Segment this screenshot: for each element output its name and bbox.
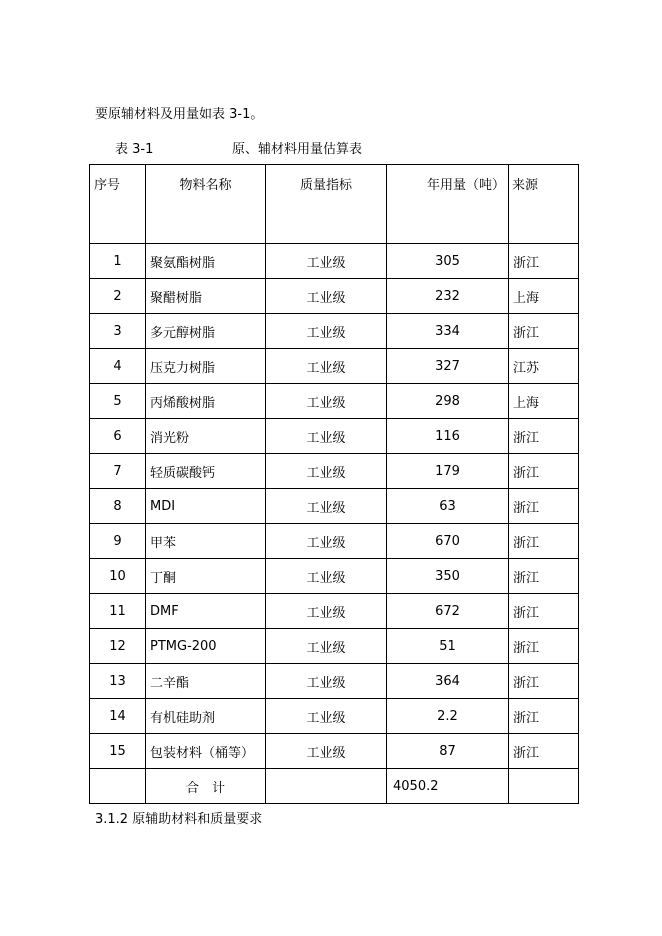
row-serial: 1 [90, 244, 146, 279]
table-row [90, 664, 579, 699]
table-caption-number: 表 3-1 [115, 142, 154, 157]
row-source: 浙江 [509, 664, 579, 699]
row-serial: 7 [90, 454, 146, 489]
table-header-row [90, 165, 579, 244]
row-source: 浙江 [509, 594, 579, 629]
row-material-name: 轻质碳酸钙 [146, 454, 266, 489]
row-serial: 2 [90, 279, 146, 314]
row-quality: 工业级 [266, 524, 387, 559]
table-row [90, 454, 579, 489]
row-source: 浙江 [509, 419, 579, 454]
row-material-name: 包装材料（桶等） [146, 734, 266, 769]
row-source: 浙江 [509, 454, 579, 489]
table-row [90, 594, 579, 629]
row-material-name: MDI [146, 489, 266, 524]
row-source: 浙江 [509, 559, 579, 594]
row-annual-usage: 672 [387, 594, 509, 629]
row-serial: 6 [90, 419, 146, 454]
row-serial: 15 [90, 734, 146, 769]
row-material-name: 多元醇树脂 [146, 314, 266, 349]
row-source: 浙江 [509, 629, 579, 664]
row-quality: 工业级 [266, 384, 387, 419]
row-source: 浙江 [509, 524, 579, 559]
table-row [90, 489, 579, 524]
row-quality: 工业级 [266, 594, 387, 629]
row-quality: 工业级 [266, 734, 387, 769]
row-annual-usage: 327 [387, 349, 509, 384]
row-annual-usage: 670 [387, 524, 509, 559]
row-serial: 3 [90, 314, 146, 349]
row-material-name: 甲苯 [146, 524, 266, 559]
row-quality: 工业级 [266, 419, 387, 454]
total-empty-cell [266, 769, 387, 804]
row-material-name: 压克力树脂 [146, 349, 266, 384]
row-annual-usage: 364 [387, 664, 509, 699]
row-quality: 工业级 [266, 699, 387, 734]
row-annual-usage: 87 [387, 734, 509, 769]
row-annual-usage: 116 [387, 419, 509, 454]
table-row [90, 349, 579, 384]
table-row [90, 314, 579, 349]
row-quality: 工业级 [266, 629, 387, 664]
materials-table [89, 164, 579, 804]
header-quality: 质量指标 [266, 165, 387, 244]
row-serial: 8 [90, 489, 146, 524]
table-row [90, 734, 579, 769]
row-material-name: 丙烯酸树脂 [146, 384, 266, 419]
header-material-name: 物料名称 [146, 165, 266, 244]
table-row [90, 629, 579, 664]
row-annual-usage: 350 [387, 559, 509, 594]
row-source: 浙江 [509, 734, 579, 769]
row-quality: 工业级 [266, 314, 387, 349]
row-quality: 工业级 [266, 454, 387, 489]
header-source: 来源 [509, 165, 579, 244]
table-row [90, 279, 579, 314]
row-quality: 工业级 [266, 279, 387, 314]
row-source: 浙江 [509, 489, 579, 524]
table-row [90, 384, 579, 419]
row-annual-usage: 232 [387, 279, 509, 314]
table-row [90, 699, 579, 734]
row-serial: 5 [90, 384, 146, 419]
row-serial: 13 [90, 664, 146, 699]
table-row [90, 419, 579, 454]
table-row [90, 524, 579, 559]
row-annual-usage: 63 [387, 489, 509, 524]
row-annual-usage: 51 [387, 629, 509, 664]
intro-text: 要原辅材料及用量如表 3-1。 [95, 107, 264, 122]
total-empty-cell [509, 769, 579, 804]
section-heading: 3.1.2 原辅助材料和质量要求 [95, 812, 263, 827]
row-material-name: 有机硅助剂 [146, 699, 266, 734]
row-material-name: 聚醋树脂 [146, 279, 266, 314]
row-material-name: 丁酮 [146, 559, 266, 594]
row-material-name: PTMG-200 [146, 629, 266, 664]
row-annual-usage: 334 [387, 314, 509, 349]
total-label: 合 计 [146, 769, 266, 804]
header-annual-usage: 年用量（吨） [387, 165, 509, 244]
table-row [90, 244, 579, 279]
row-quality: 工业级 [266, 664, 387, 699]
row-material-name: 消光粉 [146, 419, 266, 454]
row-material-name: 聚氨酯树脂 [146, 244, 266, 279]
row-source: 浙江 [509, 244, 579, 279]
row-annual-usage: 305 [387, 244, 509, 279]
row-annual-usage: 2.2 [387, 699, 509, 734]
row-quality: 工业级 [266, 244, 387, 279]
row-serial: 12 [90, 629, 146, 664]
row-material-name: DMF [146, 594, 266, 629]
row-annual-usage: 298 [387, 384, 509, 419]
row-source: 上海 [509, 384, 579, 419]
row-material-name: 二辛酯 [146, 664, 266, 699]
total-empty-cell [90, 769, 146, 804]
header-serial: 序号 [90, 165, 146, 244]
row-source: 浙江 [509, 314, 579, 349]
row-source: 浙江 [509, 699, 579, 734]
table-row [90, 559, 579, 594]
row-source: 江苏 [509, 349, 579, 384]
total-row [90, 769, 579, 804]
row-quality: 工业级 [266, 349, 387, 384]
row-serial: 14 [90, 699, 146, 734]
table-caption-title: 原、辅材料用量估算表 [232, 142, 363, 157]
row-serial: 10 [90, 559, 146, 594]
row-serial: 9 [90, 524, 146, 559]
row-source: 上海 [509, 279, 579, 314]
row-quality: 工业级 [266, 559, 387, 594]
row-quality: 工业级 [266, 489, 387, 524]
total-value: 4050.2 [387, 769, 509, 804]
row-serial: 4 [90, 349, 146, 384]
row-annual-usage: 179 [387, 454, 509, 489]
row-serial: 11 [90, 594, 146, 629]
